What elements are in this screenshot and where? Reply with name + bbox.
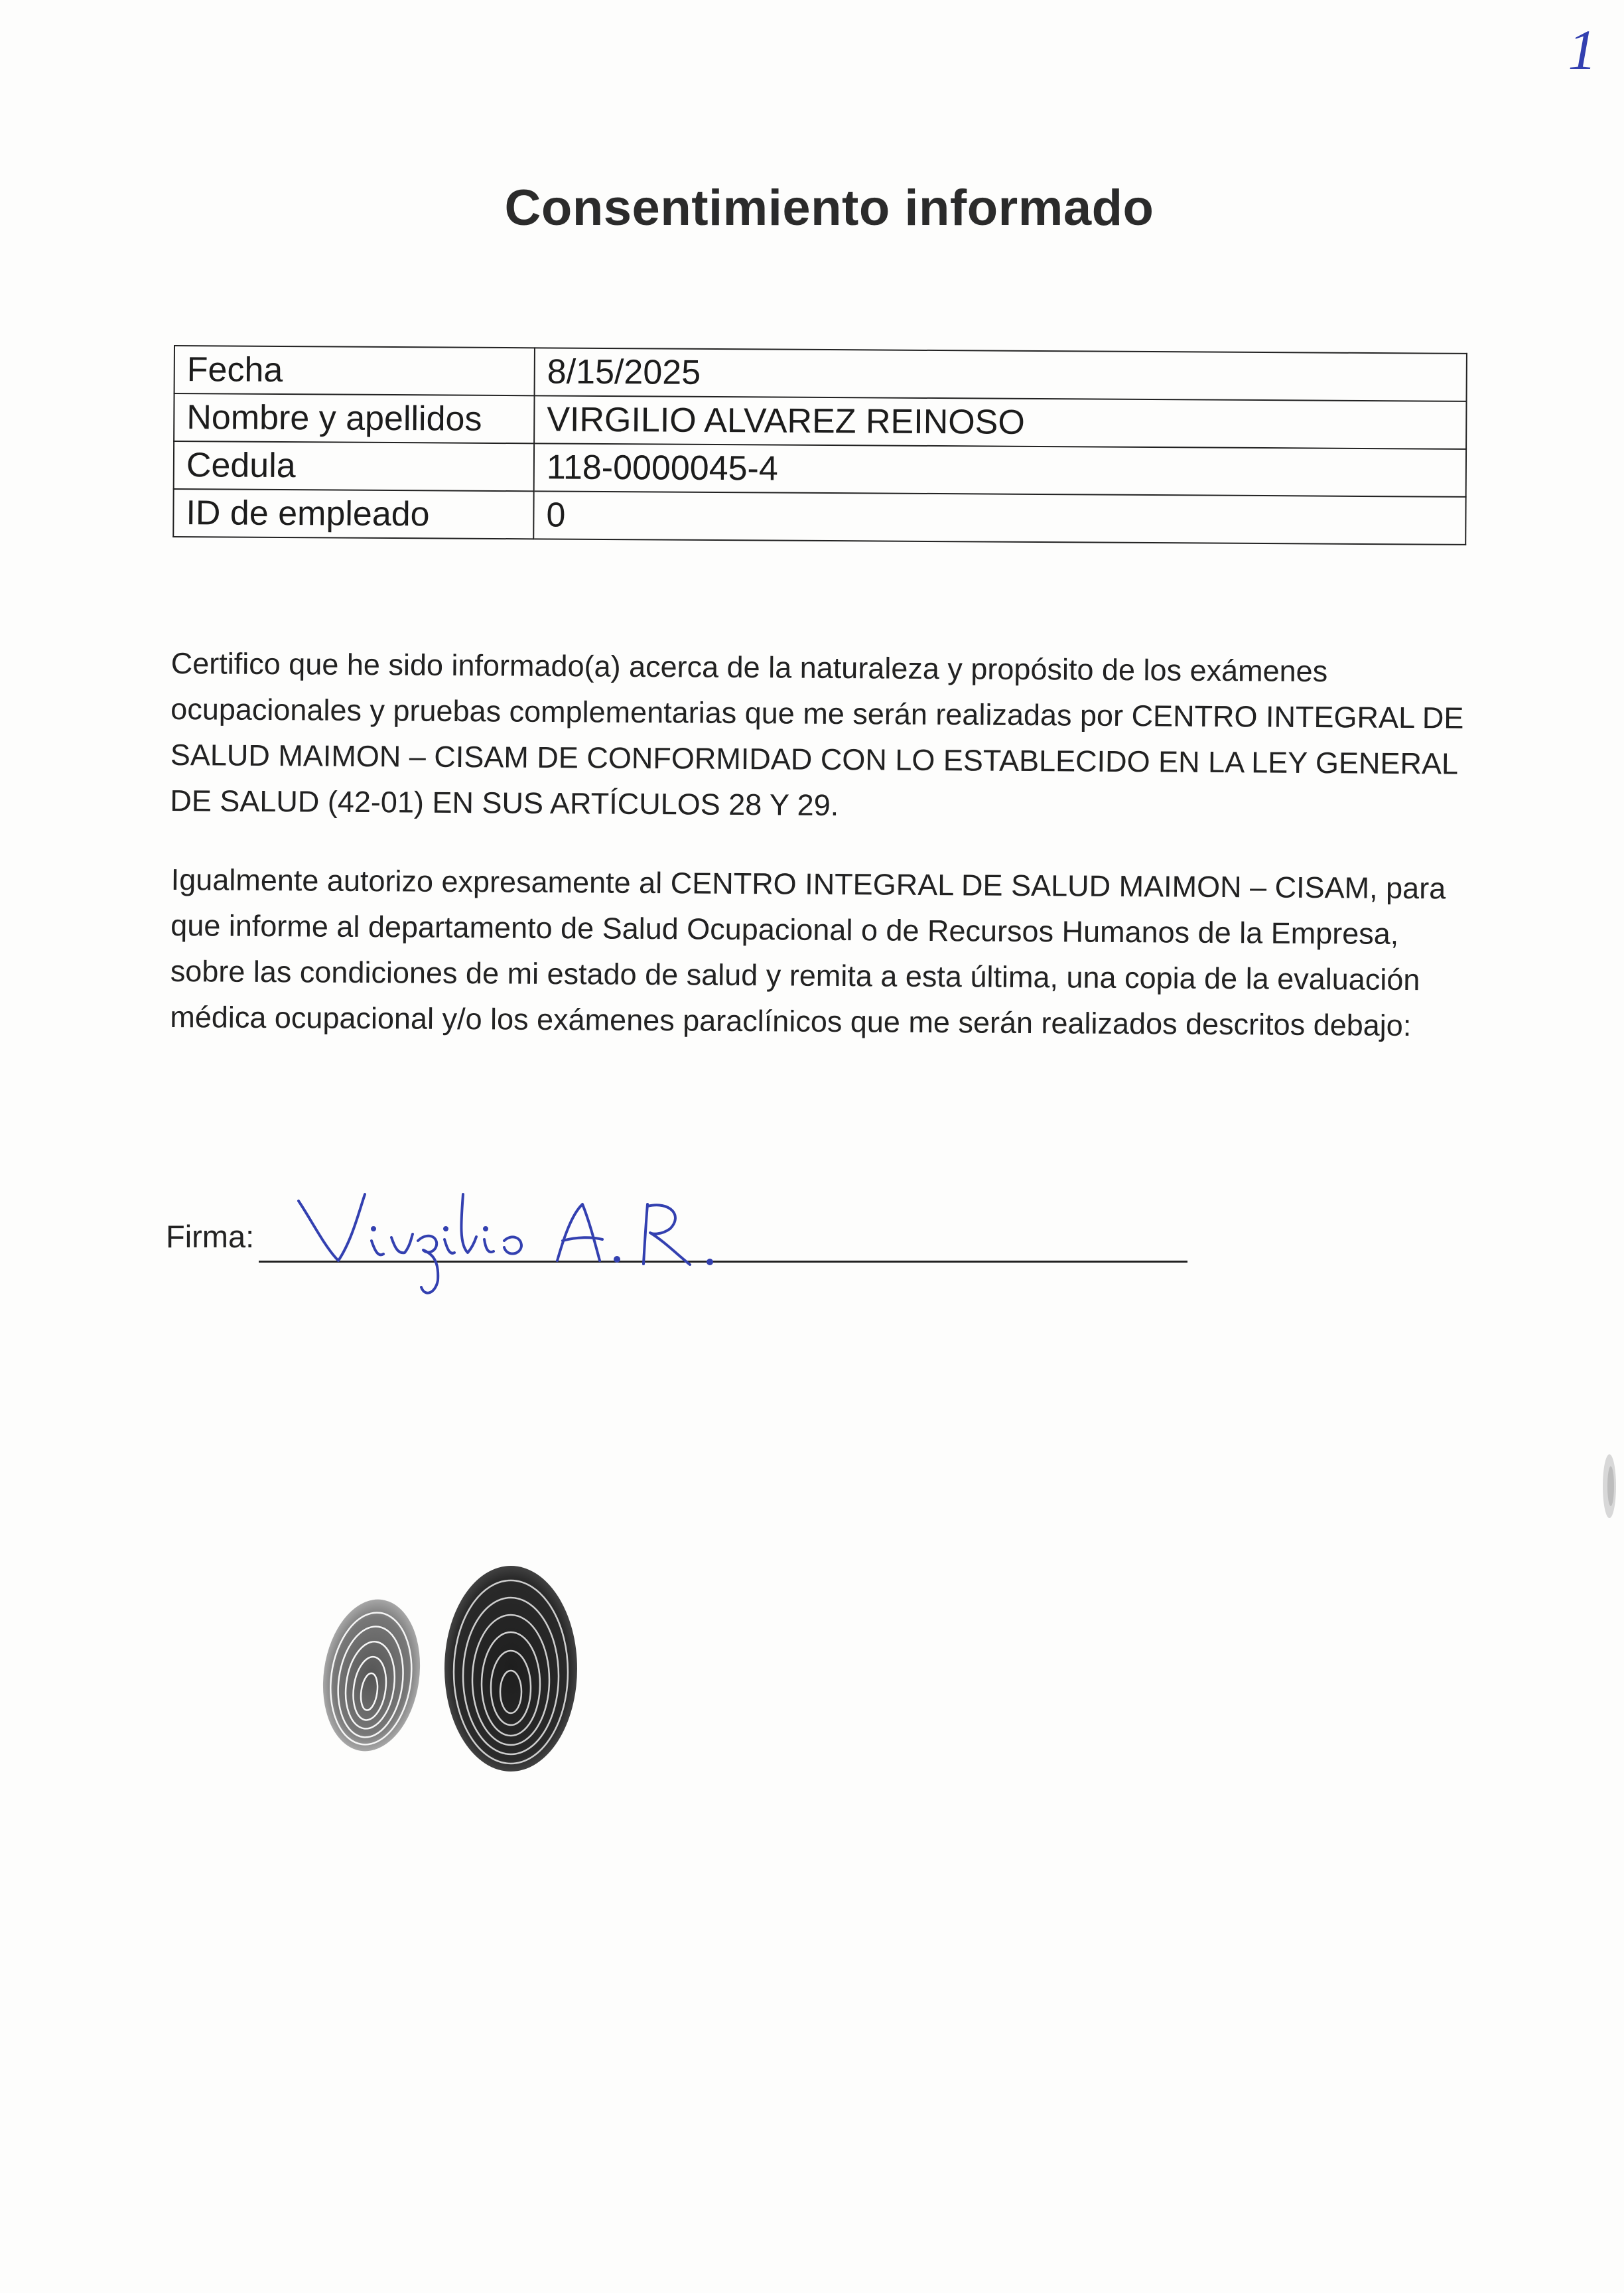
info-table: [172, 345, 1467, 545]
field-label-fecha: Fecha: [174, 346, 535, 395]
field-label-cedula: Cedula: [174, 441, 534, 491]
document-title: Consentimiento informado: [504, 180, 1154, 236]
handwritten-signature: [285, 1168, 856, 1300]
table-row: [173, 489, 1465, 545]
right-fingerprint: [444, 1566, 577, 1772]
table-row: [174, 346, 1467, 401]
fingerprints-image: [312, 1559, 617, 1778]
table-row: [174, 441, 1466, 497]
signature-label: Firma:: [166, 1219, 255, 1254]
table-row: [174, 393, 1466, 449]
consent-paragraph-1: Certifico que he sido informado(a) acerca de la naturaleza y propósito de los exámenes ocupacionales y pruebas complementarias que me serán realizadas por CENTRO INTEGRAL DE SALUD MAIMON – CISAM DE CONFORMIDAD CON LO ESTABLECIDO EN LA LEY GENERAL DE SALUD (42-01) EN SUS ARTÍCULOS 28 Y 29.: [170, 646, 1464, 823]
left-fingerprint: [314, 1593, 430, 1758]
field-value-cedula: 118-0000045-4: [534, 443, 1466, 497]
field-value-fecha: 8/15/2025: [535, 348, 1467, 401]
field-value-nombre: VIRGILIO ALVAREZ REINOSO: [534, 395, 1466, 449]
field-value-id-empleado: 0: [533, 491, 1465, 545]
scan-mark: [1592, 1446, 1619, 1526]
signature-block: [166, 1168, 1194, 1287]
field-label-nombre: Nombre y apellidos: [174, 393, 534, 443]
consent-paragraph-2: Igualmente autorizo expresamente al CENTRO INTEGRAL DE SALUD MAIMON – CISAM, para que informe al departamento de Salud Ocupacional o de Recursos Humanos de la Empresa, sobre las condiciones de mi estado de salud y remita a esta última, una copia de la evaluación médica ocupacional y/o los exámenes paraclínicos que me serán realizados descritos debajo:: [170, 862, 1446, 1043]
field-label-id-empleado: ID de empleado: [173, 489, 533, 539]
page-number: 1: [1568, 18, 1597, 82]
